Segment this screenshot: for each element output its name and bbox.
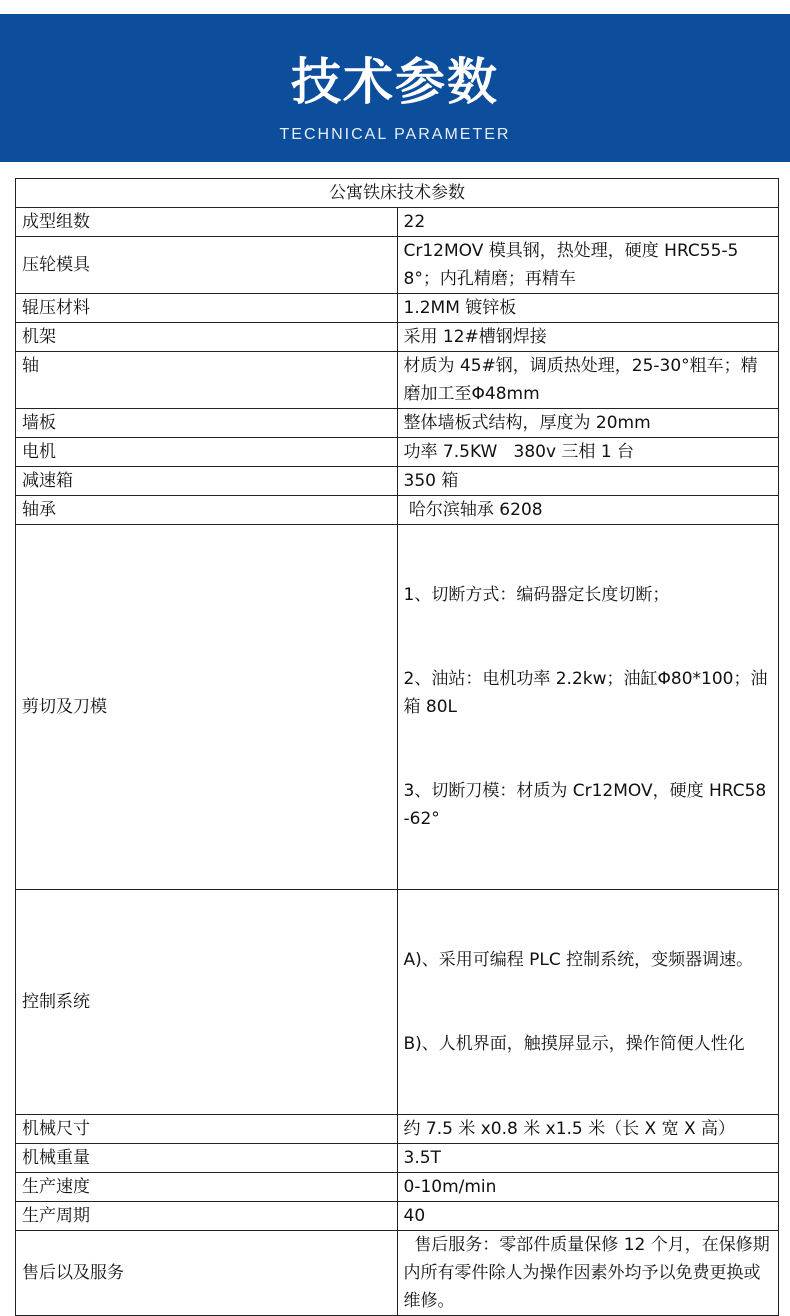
table-row <box>16 409 779 438</box>
table-row <box>16 890 779 1115</box>
value-line: A)、采用可编程 PLC 控制系统，变频器调速。 <box>403 950 754 970</box>
row-value: 1.2MM 镀锌板 <box>397 294 779 323</box>
row-label: 控制系统 <box>16 890 398 1115</box>
row-label: 生产周期 <box>16 1202 398 1231</box>
table-row <box>16 237 779 294</box>
row-value: 哈尔滨轴承 6208 <box>397 496 779 525</box>
row-value: 350 箱 <box>397 467 779 496</box>
table-row <box>16 294 779 323</box>
row-label: 机械尺寸 <box>16 1115 398 1144</box>
table-row <box>16 352 779 409</box>
row-value: 采用 12#槽钢焊接 <box>397 323 779 352</box>
row-label: 售后以及服务 <box>16 1231 398 1316</box>
row-value: 功率 7.5KW 380v 三相 1 台 <box>397 438 779 467</box>
banner-title: 技术参数 <box>291 52 499 111</box>
row-label: 电机 <box>16 438 398 467</box>
row-label: 轴 <box>16 352 398 409</box>
table-row <box>16 208 779 237</box>
table-row <box>16 1144 779 1173</box>
table-row <box>16 1115 779 1144</box>
row-label: 压轮模具 <box>16 237 398 294</box>
row-value: 22 <box>397 208 779 237</box>
row-value: 售后服务：零部件质量保修 12 个月，在保修期内所有零件除人为操作因素外均予以免费更换或维修。 <box>397 1231 779 1316</box>
value-line: 1、切断方式：编码器定长度切断； <box>403 585 670 605</box>
table-row <box>16 1173 779 1202</box>
table-row <box>16 525 779 890</box>
value-line: B)、人机界面，触摸屏显示，操作简便人性化 <box>403 1034 745 1054</box>
table-row <box>16 1231 779 1316</box>
row-label: 辊压材料 <box>16 294 398 323</box>
row-label: 生产速度 <box>16 1173 398 1202</box>
table-row <box>16 1202 779 1231</box>
row-value <box>397 525 779 890</box>
table-caption-row <box>16 179 779 208</box>
row-label: 墙板 <box>16 409 398 438</box>
value-line: 2、油站：电机功率 2.2kw；油缸Φ80*100；油箱 80L <box>403 669 768 717</box>
row-value: 约 7.5 米 x0.8 米 x1.5 米（长 X 宽 X 高） <box>397 1115 779 1144</box>
row-label: 轴承 <box>16 496 398 525</box>
row-value: Cr12MOV 模具钢，热处理，硬度 HRC55-58°；内孔精磨；再精车 <box>397 237 779 294</box>
row-value <box>397 890 779 1115</box>
row-label: 机架 <box>16 323 398 352</box>
row-value: 材质为 45#钢，调质热处理，25-30°粗车；精磨加工至Φ48mm <box>397 352 779 409</box>
value-line: 3、切断刀模：材质为 Cr12MOV，硬度 HRC58-62° <box>403 781 767 829</box>
table-row <box>16 467 779 496</box>
table-row <box>16 496 779 525</box>
row-value: 40 <box>397 1202 779 1231</box>
table-row <box>16 323 779 352</box>
row-label: 剪切及刀模 <box>16 525 398 890</box>
banner-subtitle: TECHNICAL PARAMETER <box>279 126 511 143</box>
row-label: 机械重量 <box>16 1144 398 1173</box>
row-value: 0-10m/min <box>397 1173 779 1202</box>
row-label: 减速箱 <box>16 467 398 496</box>
row-value: 整体墙板式结构，厚度为 20mm <box>397 409 779 438</box>
header-banner <box>0 14 790 162</box>
table-row <box>16 438 779 467</box>
spec-table <box>15 178 779 1316</box>
row-value: 3.5T <box>397 1144 779 1173</box>
table-caption: 公寓铁床技术参数 <box>16 179 779 208</box>
row-label: 成型组数 <box>16 208 398 237</box>
